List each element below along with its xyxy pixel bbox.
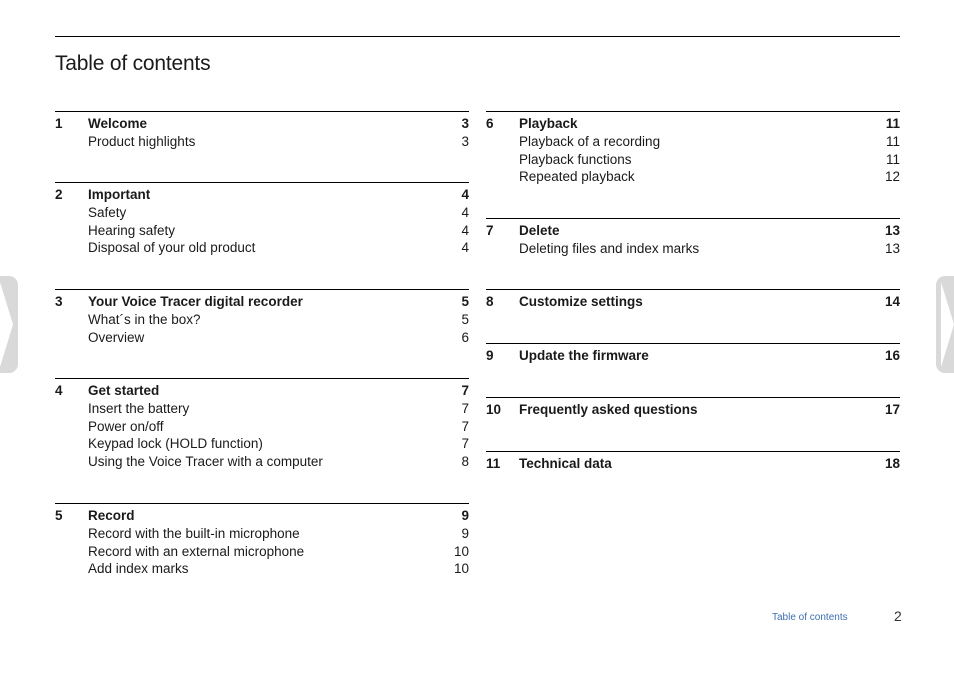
item-page: 4 [461,204,469,220]
item-page: 11 [885,151,900,167]
item-label: Repeated playback [519,169,635,185]
chapter-page: 17 [884,402,900,417]
toc-section-7 [486,218,900,289]
toc-chapter-2[interactable] [55,186,469,204]
chapter-title: Record [88,508,135,523]
toc-chapter-7[interactable] [486,222,900,240]
chapter-page: 18 [884,456,900,471]
chapter-number: 2 [55,187,63,202]
chapter-title: Welcome [88,116,148,131]
item-page: 3 [461,133,469,149]
toc-section-10 [486,397,900,451]
prev-page-tab[interactable] [0,276,18,373]
page-title: Table of contents [55,52,211,76]
toc-item[interactable] [55,418,469,436]
chapter-number: 8 [486,294,494,309]
toc-chapter-3[interactable] [55,293,469,311]
toc-chapter-1[interactable] [55,115,469,133]
chapter-title: Customize settings [519,294,643,309]
chevron-right-icon [936,276,954,373]
chapter-number: 1 [55,116,63,131]
item-page: 6 [461,329,469,345]
item-page: 10 [453,543,469,559]
toc-item[interactable] [55,133,469,151]
chevron-left-icon [0,276,18,373]
chapter-page: 16 [884,348,900,363]
item-page: 4 [461,222,469,238]
chapter-page: 9 [461,508,469,523]
chapter-number: 3 [55,294,63,309]
chapter-number: 10 [486,402,502,417]
toc-section-8 [486,289,900,343]
chapter-number: 7 [486,223,494,238]
toc-item[interactable] [55,560,469,578]
chapter-page: 11 [885,116,900,131]
chapter-page: 3 [461,116,469,131]
item-page: 13 [884,240,900,256]
chapter-page: 14 [884,294,900,309]
chapter-number: 9 [486,348,494,363]
chapter-page: 4 [461,187,469,202]
toc-section-4 [55,378,469,503]
toc-item[interactable] [55,453,469,471]
item-label: Record with the built-in microphone [88,525,300,541]
toc-chapter-10[interactable] [486,401,900,419]
toc-item[interactable] [486,168,900,186]
item-page: 8 [461,454,469,470]
toc-section-11 [486,451,900,492]
item-label: Product highlights [88,133,196,149]
toc-item[interactable] [486,133,900,151]
chapter-title: Update the firmware [519,348,649,363]
toc-chapter-8[interactable] [486,293,900,311]
toc-item[interactable] [55,222,469,240]
item-page: 7 [461,418,469,434]
toc-item[interactable] [55,543,469,561]
item-label: Playback of a recording [519,133,661,149]
toc-chapter-6[interactable] [486,115,900,133]
chapter-number: 5 [55,508,63,523]
toc-item[interactable] [55,239,469,257]
toc-column-right [486,111,900,492]
toc-item[interactable] [55,435,469,453]
toc-chapter-5[interactable] [55,507,469,525]
toc-section-9 [486,343,900,397]
item-label: Add index marks [88,561,189,577]
toc-section-5 [55,503,469,584]
toc-item[interactable] [55,329,469,347]
toc-item[interactable] [486,240,900,258]
footer-section-label[interactable]: Table of contents [772,612,848,623]
toc-section-6 [486,111,900,218]
chapter-number: 11 [486,456,501,471]
item-page: 4 [461,240,469,256]
toc-item[interactable] [55,311,469,329]
toc-section-1 [55,111,469,182]
toc-chapter-4[interactable] [55,382,469,400]
item-page: 7 [461,436,469,452]
toc-section-2 [55,182,469,289]
chapter-title: Frequently asked questions [519,402,698,417]
item-page: 7 [461,400,469,416]
chapter-title: Your Voice Tracer digital recorder [88,294,303,309]
item-label: Record with an external microphone [88,543,305,559]
chapter-title: Playback [519,116,578,131]
footer-page-number: 2 [894,608,902,624]
toc-item[interactable] [55,525,469,543]
item-label: Playback functions [519,151,632,167]
toc-chapter-9[interactable] [486,347,900,365]
item-label: Disposal of your old product [88,240,256,256]
item-page: 10 [453,561,469,577]
chapter-title: Technical data [519,456,612,471]
chapter-page: 5 [461,294,469,309]
item-page: 11 [885,133,900,149]
title-rule [55,36,900,37]
chapter-title: Get started [88,383,160,398]
toc-item[interactable] [486,151,900,169]
item-label: Overview [88,329,145,345]
toc-item[interactable] [55,400,469,418]
next-page-tab[interactable] [936,276,954,373]
item-label: Safety [88,204,127,220]
chapter-title: Important [88,187,151,202]
item-page: 9 [461,525,469,541]
chapter-number: 6 [486,116,494,131]
item-page: 12 [884,169,900,185]
chapter-number: 4 [55,383,63,398]
item-label: Keypad lock (HOLD function) [88,436,263,452]
toc-chapter-11[interactable] [486,455,900,473]
item-label: Using the Voice Tracer with a computer [88,454,323,470]
chapter-page: 13 [884,223,900,238]
item-page: 5 [461,311,469,327]
chapter-title: Delete [519,223,560,238]
item-label: Deleting files and index marks [519,240,700,256]
item-label: Power on/off [88,418,164,434]
item-label: What´s in the box? [88,311,201,327]
item-label: Hearing safety [88,222,176,238]
toc-section-3 [55,289,469,378]
chapter-page: 7 [461,383,469,398]
item-label: Insert the battery [88,400,190,416]
toc-column-left [55,111,469,584]
toc-item[interactable] [55,204,469,222]
